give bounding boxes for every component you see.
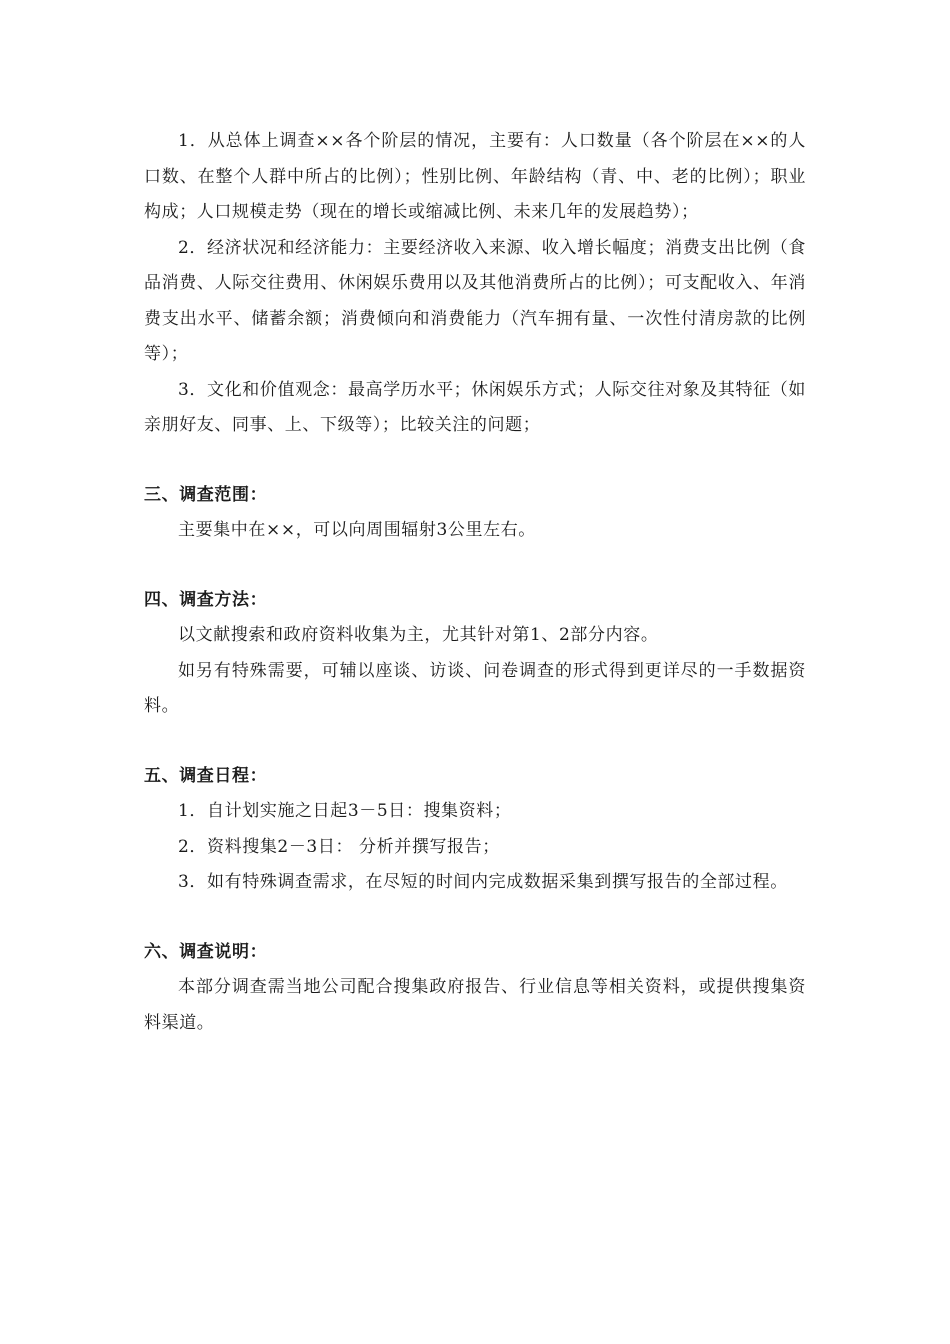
schedule-item-special: 3．如有特殊调查需求，在尽短的时间内完成数据采集到撰写报告的全部过程。 [178,872,788,892]
research-content-list [144,124,806,444]
schedule-item-analyze: 2．资料搜集2－3日： 分析并撰写报告； [178,836,500,857]
section-heading-schedule: 五、调查日程： [144,765,268,786]
section-notes [144,935,806,1042]
content-item-culture: 3．文化和价值观念：最高学历水平；休闲娱乐方式；人际交往对象及其特征（如亲朋好友、同事、上、下级等）；比较关注的问题； [144,379,806,435]
scope-paragraph: 主要集中在××，可以向周围辐射3公里左右。 [178,520,536,540]
document-page [144,124,806,1041]
schedule-item-collect: 1．自计划实施之日起3－5日：搜集资料； [178,801,512,821]
section-heading-method: 四、调查方法： [144,589,268,610]
section-schedule [144,759,806,901]
content-item-population: 1．从总体上调查××各个阶层的情况，主要有：人口数量（各个阶层在××的人口数、在整个人群中所占的比例）；性别比例、年龄结构（青、中、老的比例）；职业构成；人口规模走势（现在的增长或缩减比例、未来几年的发展趋势）； [144,131,806,222]
content-item-economy: 2．经济状况和经济能力：主要经济收入来源、收入增长幅度；消费支出比例（食品消费、人际交往费用、休闲娱乐费用以及其他消费所占的比例）；可支配收入、年消费支出水平、储蓄余额；消费倾向和消费能力（汽车拥有量、一次性付清房款的比例等）； [144,237,806,364]
section-scope [144,478,806,549]
method-paragraph-supplementary: 如另有特殊需要，可辅以座谈、访谈、问卷调查的形式得到更详尽的一手数据资料。 [144,660,806,716]
section-heading-notes: 六、调查说明： [144,941,268,962]
section-method [144,583,806,725]
method-paragraph-primary: 以文献搜索和政府资料收集为主，尤其针对第1、2部分内容。 [178,625,659,645]
notes-paragraph: 本部分调查需当地公司配合搜集政府报告、行业信息等相关资料，或提供搜集资料渠道。 [144,977,806,1033]
section-heading-scope: 三、调查范围： [144,484,268,505]
